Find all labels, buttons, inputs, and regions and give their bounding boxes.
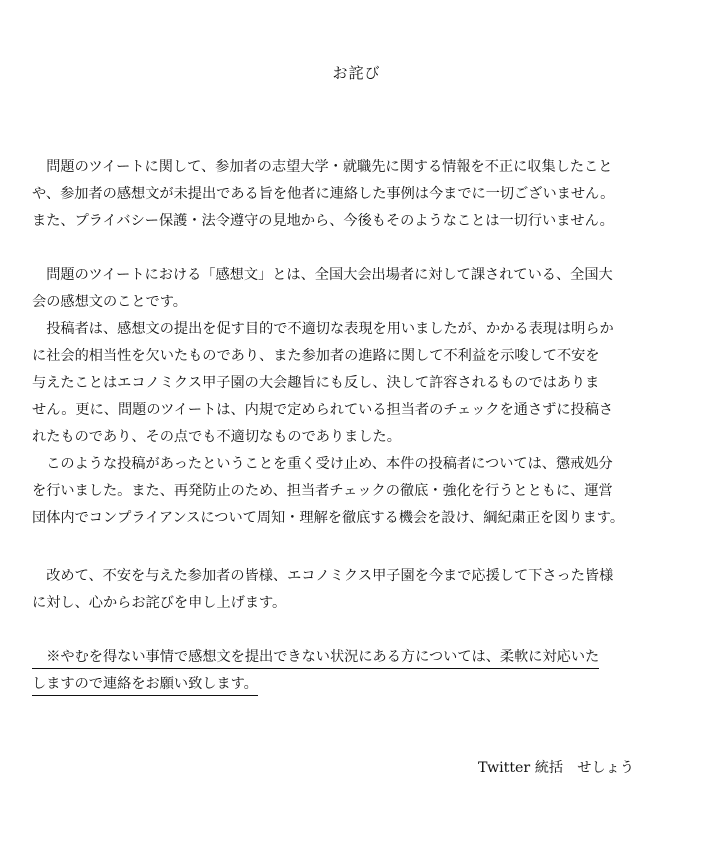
body-line: せん。更に、問題のツイートは、内規で定められている担当者のチェックを通さずに投稿さ [32,402,614,418]
note-line: しますので連絡をお願い致します。 [32,674,258,696]
body-line: 会の感想文のことです。 [32,294,187,310]
body-line: を行いました。また、再発防止のため、担当者チェックの徹底・強化を行うとともに、運営 [32,483,613,499]
body-line: 投稿者は、感想文の提出を促す目的で不適切な表現を用いましたが、かかる表現は明らか [32,321,614,337]
body-line: や、参加者の感想文が未提出である旨を他者に連絡した事例は今までに一切ございません。 [32,186,615,202]
body-line: 問題のツイートにおける「感想文」とは、全国大会出場者に対して課されている、全国大 [32,267,613,283]
body-line: に対し、心からお詫びを申し上げます。 [32,595,287,611]
body-line: このような投稿があったということを重く受け止め、本件の投稿者については、懲戒処分 [32,456,613,472]
body-line: 問題のツイートに関して、参加者の志望大学・就職先に関する情報を不正に収集したこと [32,159,613,175]
body-line: 改めて、不安を与えた参加者の皆様、エコノミクス甲子園を今まで応援して下さった皆様 [32,568,614,584]
body-line: 団体内でコンプライアンスについて周知・理解を徹底する機会を設け、綱紀粛正を図ります。 [32,510,625,526]
body-line: また、プライバシー保護・法令遵守の見地から、今後もそのようなことは一切行いません。 [32,213,614,229]
signature: Twitter 統括 せしょう [478,760,635,776]
body-line: 与えたことはエコノミクス甲子園の大会趣旨にも反し、決して許容されるものではありま [32,375,600,391]
note-line: ※やむを得ない事情で感想文を提出できない状況にある方については、柔軟に対応いた [32,647,599,669]
document-title: お詫び [332,64,381,82]
body-line: れたものであり、その点でも不適切なものでありました。 [32,429,401,445]
body-line: に社会的相当性を欠いたものであり、また参加者の進路に関して不利益を示唆して不安を [32,348,600,364]
